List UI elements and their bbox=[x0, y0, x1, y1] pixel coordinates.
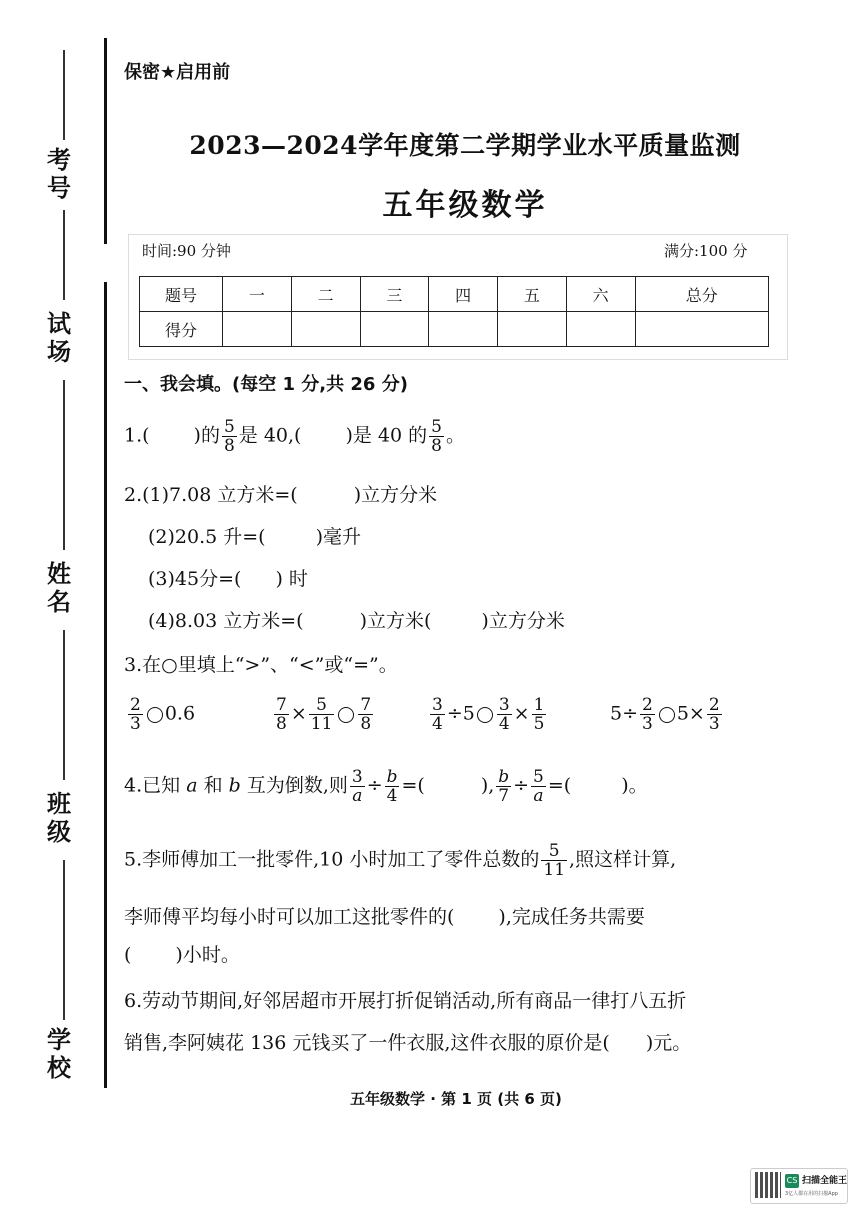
score-table-cell: 三 bbox=[360, 277, 429, 312]
score-table-cell: 题号 bbox=[140, 277, 223, 312]
binding-line-top bbox=[104, 38, 107, 244]
side-underline bbox=[63, 860, 65, 1020]
binding-line-bottom bbox=[104, 282, 107, 1088]
scanner-app-tagline: 3亿人都在用的扫描App bbox=[785, 1191, 838, 1197]
score-table-score-row bbox=[140, 312, 769, 347]
question-5-line-3: ( )小时。 bbox=[124, 944, 240, 966]
score-entry-cell[interactable] bbox=[291, 312, 360, 347]
fraction: $\frac{5}{8}$ bbox=[223, 417, 235, 456]
side-underline bbox=[63, 380, 65, 550]
score-table-cell: 六 bbox=[566, 277, 635, 312]
time-limit: 时间:90 分钟 bbox=[142, 242, 231, 260]
question-2-3: (3)45分=( ) 时 bbox=[148, 568, 308, 590]
side-underline bbox=[63, 630, 65, 780]
side-underline bbox=[63, 210, 65, 300]
scanner-app-name: 扫描全能王 bbox=[802, 1176, 848, 1186]
question-2-4: (4)8.03 立方米=( )立方米( )立方分米 bbox=[148, 610, 565, 632]
compare-circle[interactable] bbox=[477, 707, 493, 723]
compare-circle[interactable] bbox=[338, 707, 354, 723]
comparison-4: 5÷ $\frac{2}{3}$ 5× $\frac{2}{3}$ bbox=[610, 695, 720, 734]
question-6-line-2: 销售,李阿姨花 136 元钱买了一件衣服,这件衣服的原价是( )元。 bbox=[124, 1032, 692, 1054]
scanner-watermark bbox=[750, 1168, 848, 1204]
confidential-mark: 保密★启用前 bbox=[124, 62, 231, 83]
score-table-header-row bbox=[140, 277, 769, 312]
score-table-cell: 四 bbox=[429, 277, 498, 312]
name-label: 姓名 bbox=[47, 560, 71, 616]
comparison-3: $\frac{3}{4}$ ÷5 $\frac{3}{4}$ × $\frac{1}{5}$ bbox=[432, 695, 545, 734]
score-table bbox=[139, 276, 769, 347]
score-table-cell: 二 bbox=[291, 277, 360, 312]
exam-room-label: 试场 bbox=[47, 310, 71, 366]
question-5-line-1: 5.李师傅加工一批零件,10 小时加工了零件总数的 $\frac{5}{11}$ ,照这样计算, bbox=[124, 841, 677, 880]
fraction: $\frac{5}{8}$ bbox=[431, 417, 442, 456]
school-label: 学校 bbox=[47, 1026, 71, 1082]
question-5-line-2: 李师傅平均每小时可以加工这批零件的( ),完成任务共需要 bbox=[124, 906, 645, 928]
full-score: 满分:100 分 bbox=[664, 242, 748, 260]
question-1: 1.( )的 $\frac{5}{8}$ 是 40,( )是 40 的 $\frac{5}{8}$ 。 bbox=[124, 417, 465, 456]
question-4: 4.已知 a 和 b 互为倒数,则 $\frac{3}{a}$ ÷ $\frac{b}{4}$ =( ), $\frac{b}{7}$ ÷ $\frac{5}{a}$ =( )。 bbox=[124, 767, 648, 806]
comparison-2: $\frac{7}{8}$ × $\frac{5}{11}$ $\frac{7}{8}$ bbox=[276, 695, 372, 734]
question-3: 3.在○里填上“>”、“<”或“=”。 bbox=[124, 654, 398, 676]
question-6-line-1: 6.劳动节期间,好邻居超市开展打折促销活动,所有商品一律打八五折 bbox=[124, 990, 687, 1012]
compare-circle[interactable] bbox=[659, 707, 675, 723]
qr-code-icon bbox=[755, 1172, 781, 1198]
score-table-cell: 一 bbox=[223, 277, 292, 312]
question-2-2: (2)20.5 升=( )毫升 bbox=[148, 526, 362, 548]
exam-number-label: 考号 bbox=[47, 146, 71, 202]
score-entry-cell[interactable] bbox=[566, 312, 635, 347]
score-table-cell: 总分 bbox=[635, 277, 769, 312]
section-1-title: 一、我会填。(每空 1 分,共 26 分) bbox=[124, 374, 408, 395]
score-entry-cell[interactable] bbox=[635, 312, 769, 347]
exam-title: 2023—2024学年度第二学期学业水平质量监测 bbox=[189, 131, 741, 160]
score-entry-cell[interactable] bbox=[223, 312, 292, 347]
exam-subtitle: 五年级数学 bbox=[382, 188, 548, 223]
comparison-1: $\frac{2}{3}$ 0.6 bbox=[130, 695, 196, 734]
question-2-1: 2.(1)7.08 立方米=( )立方分米 bbox=[124, 484, 438, 506]
camscanner-logo-icon: CS bbox=[785, 1174, 799, 1188]
score-entry-cell[interactable] bbox=[360, 312, 429, 347]
score-table-cell: 得分 bbox=[140, 312, 223, 347]
compare-circle[interactable] bbox=[147, 707, 163, 723]
score-entry-cell[interactable] bbox=[429, 312, 498, 347]
score-table-cell: 五 bbox=[498, 277, 567, 312]
page-footer: 五年级数学 · 第 1 页 (共 6 页) bbox=[350, 1090, 562, 1108]
class-label: 班级 bbox=[47, 790, 71, 846]
side-underline bbox=[63, 50, 65, 140]
score-entry-cell[interactable] bbox=[498, 312, 567, 347]
